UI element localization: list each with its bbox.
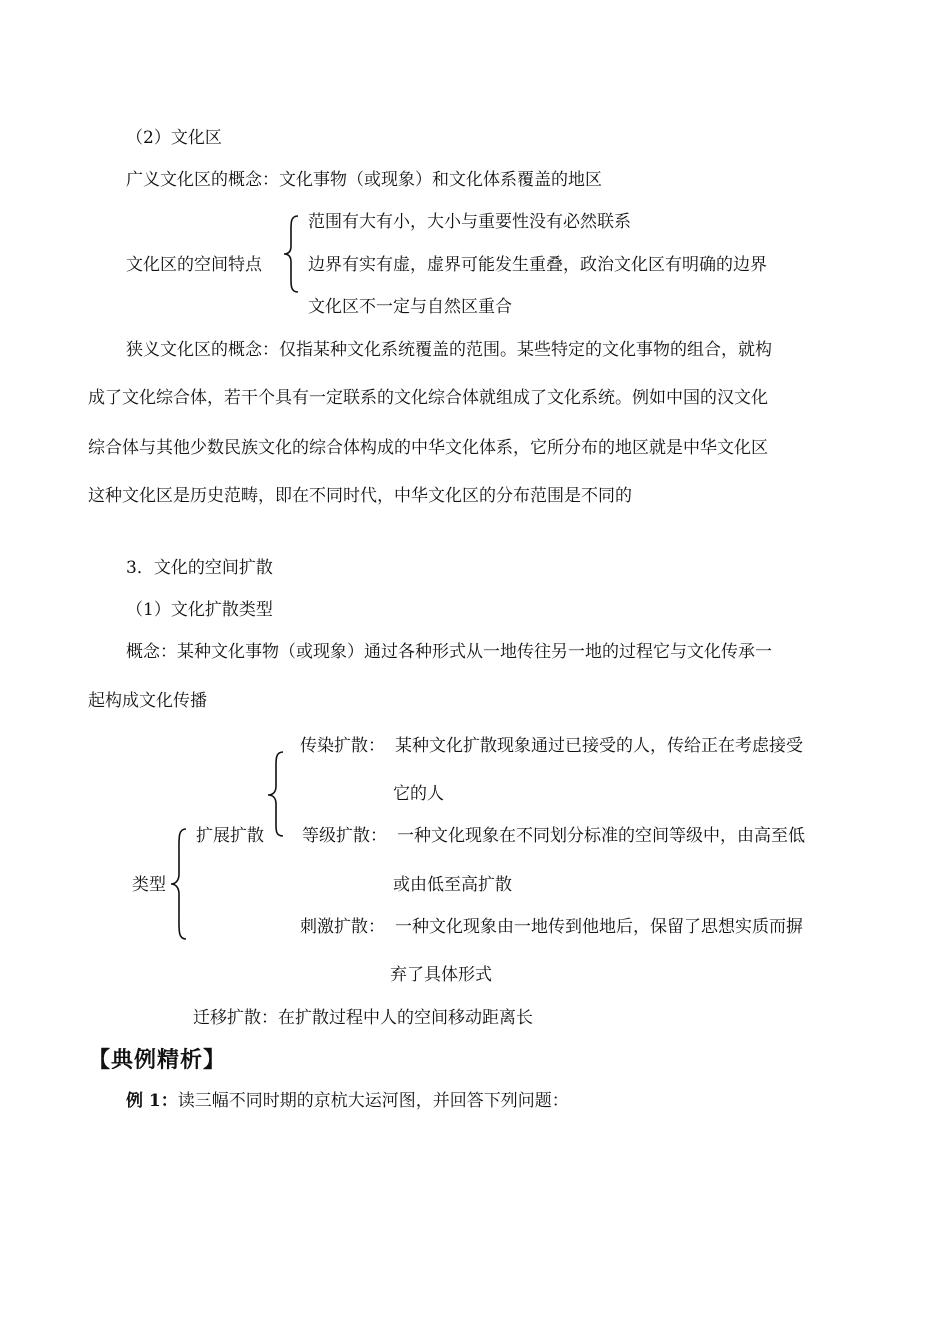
stimulus-name: 刺激扩散： <box>300 917 385 937</box>
hierarchical-name: 等级扩散： <box>302 826 387 846</box>
feature-item-1: 范围有大有小，大小与重要性没有必然联系 <box>308 212 631 232</box>
types-label: 类型 <box>132 875 166 895</box>
contagious-line-2: 它的人 <box>393 784 444 804</box>
examples-heading: 【典例精析】 <box>88 1048 227 1073</box>
stimulus-line-1: 一种文化现象由一地传到他地后，保留了思想实质而摒 <box>395 917 803 937</box>
hierarchical-line-1: 一种文化现象在不同划分标准的空间等级中，由高至低 <box>397 826 805 846</box>
hierarchical-line-2: 或由低至高扩散 <box>393 875 512 895</box>
diffusion-concept-line-1: 概念：某种文化事物（或现象）通过各种形式从一地传往另一地的过程它与文化传承一 <box>126 642 772 662</box>
example-1-label: 例 1： <box>126 1091 178 1111</box>
feature-item-2: 边界有实有虚，虚界可能发生重叠，政治文化区有明确的边界 <box>308 255 767 275</box>
contagious-line-1: 某种文化扩散现象通过已接受的人，传给正在考虑接受 <box>395 736 803 756</box>
section-title: （2）文化区 <box>126 128 222 148</box>
types-brace <box>168 826 190 942</box>
expansion-brace <box>265 750 287 840</box>
narrow-definition-line-3: 综合体与其他少数民族文化的综合体构成的中华文化体系，它所分布的地区就是中华文化区 <box>88 438 768 458</box>
stimulus-line-2: 弃了具体形式 <box>390 965 492 985</box>
spatial-features-label: 文化区的空间特点 <box>126 255 262 275</box>
contagious-name: 传染扩散： <box>300 736 385 756</box>
narrow-definition-line-1: 狭义文化区的概念：仅指某种文化系统覆盖的范围。某些特定的文化事物的组合，就构 <box>126 340 772 360</box>
narrow-definition-line-4: 这种文化区是历史范畴，即在不同时代，中华文化区的分布范围是不同的 <box>88 486 632 506</box>
expansion-label: 扩展扩散 <box>196 826 264 846</box>
broad-definition: 广义文化区的概念：文化事物（或现象）和文化体系覆盖的地区 <box>126 170 602 190</box>
spatial-features-brace <box>282 214 302 294</box>
feature-item-3: 文化区不一定与自然区重合 <box>308 297 512 317</box>
example-1-text: 读三幅不同时期的京杭大运河图，并回答下列问题： <box>177 1091 569 1111</box>
relocation-diffusion: 迁移扩散：在扩散过程中人的空间移动距离长 <box>193 1008 533 1028</box>
narrow-definition-line-2: 成了文化综合体，若干个具有一定联系的文化综合体就组成了文化系统。例如中国的汉文化 <box>88 388 768 408</box>
subsection-title: （1）文化扩散类型 <box>126 600 273 620</box>
diffusion-concept-line-2: 起构成文化传播 <box>88 691 207 711</box>
example-1 <box>126 1090 569 1112</box>
section-3-title: 3．文化的空间扩散 <box>126 558 273 578</box>
